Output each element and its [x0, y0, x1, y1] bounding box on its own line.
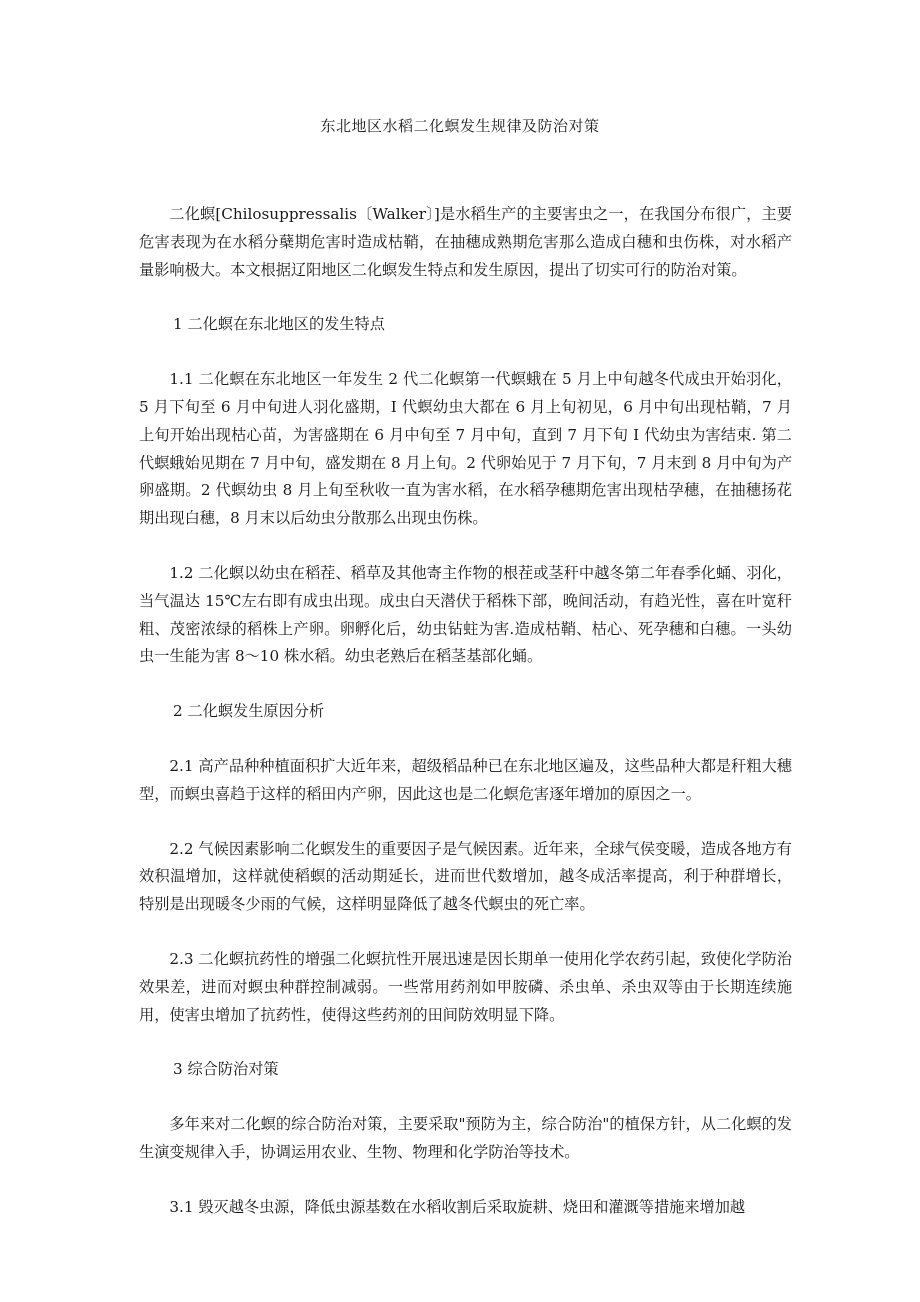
intro-paragraph: 二化螟[Chilosuppressalis〔Walker〕]是水稻生产的主要害虫之一，在我国分布很广，主要危害表现为在水稻分蘖期危害时造成枯鞘，在抽穗成熟期危害那么造成白穗和虫伤株，对水稻产量影响极大。本文根据辽阳地区二化螟发生特点和发生原因，提出了切实可行的防治对策。	[139, 205, 792, 279]
document-title: 东北地区水稻二化螟发生规律及防治对策	[320, 117, 600, 135]
document-body	[139, 201, 792, 1249]
section-2-1-paragraph: 2.1 高产品种种植面积扩大近年来，超级稻品种已在东北地区遍及，这些品种大都是秆粗大穗型，而螟虫喜趋于这样的稻田内产卵，因此这也是二化螟危害逐年增加的原因之一。	[139, 756, 792, 803]
section-3-intro-paragraph: 多年来对二化螟的综合防治对策，主要采取"预防为主，综合防治"的植保方针，从二化螟的发生演变规律入手，协调运用农业、生物、物理和化学防治等技术。	[139, 1115, 792, 1161]
section-2-heading: 2 二化螟发生原因分析	[173, 702, 325, 721]
section-1-2-paragraph: 1.2 二化螟以幼虫在稻茬、稻草及其他寄主作物的根茬或茎秆中越冬第二年春季化蛹、羽化，当气温达 15℃左右即有成虫出现。成虫白天潜伏于稻株下部，晚间活动，有趋光性，喜在叶宽秆粗、茂密浓绿的稻株上产卵。卵孵化后，幼虫钻蛀为害.造成枯鞘、枯心、死孕穗和白穗。一头幼虫一生能为害 8～10 株水稻。幼虫老熟后在稻茎基部化蛹。	[139, 563, 792, 666]
section-2-3-paragraph: 2.3 二化螟抗药性的增强二化螟抗性开展迅速是因长期单一使用化学农药引起，致使化学防治效果差，进而对螟虫种群控制减弱。一些常用药剂如甲胺磷、杀虫单、杀虫双等由于长期连续施用，使害虫增加了抗药性，使得这些药剂的田间防效明显下降。	[139, 949, 792, 1024]
section-1-heading: 1 二化螟在东北地区的发生特点	[173, 315, 385, 334]
section-2-2-paragraph: 2.2 气候因素影响二化螟发生的重要因子是气候因素。近年来，全球气侯变暖，造成各地方有效积温增加，这样就使稻螟的活动期延长，进而世代数增加，越冬成活率提高，利于种群增长，特别是出现暖冬少雨的气候，这样明显降低了越冬代螟虫的死亡率。	[139, 839, 792, 914]
section-1-1-paragraph: 1.1 二化螟在东北地区一年发生 2 代二化螟第一代螟蛾在 5 月上中旬越冬代成虫开始羽化，5 月下旬至 6 月中旬进人羽化盛期，I 代螟幼虫大都在 6 月上旬初见，6 月中旬出现枯鞘，7 月上旬开始出现枯心苗，为害盛期在 6 月中旬至 7 月中旬，直到 7 月下旬 I 代幼虫为害结束. 第二代螟蛾始见期在 7 月中旬，盛发期在 8 月上旬。2 代卵始见于 7 月下旬，7 月末到 8 月中旬为产卵盛期。2 代螟幼虫 8 月上旬至秋收一直为害水稻，在水稻孕穗期危害出现枯孕穗，在抽穗扬花期出现白穗，8 月末以后幼虫分散那么出现虫伤株。	[139, 370, 793, 528]
section-3-heading: 3 综合防治对策	[173, 1060, 279, 1079]
section-3-1-paragraph: 3.1 毁灭越冬虫源，降低虫源基数在水稻收割后采取旋耕、烧田和灌溉等措施来增加越	[169, 1197, 746, 1216]
